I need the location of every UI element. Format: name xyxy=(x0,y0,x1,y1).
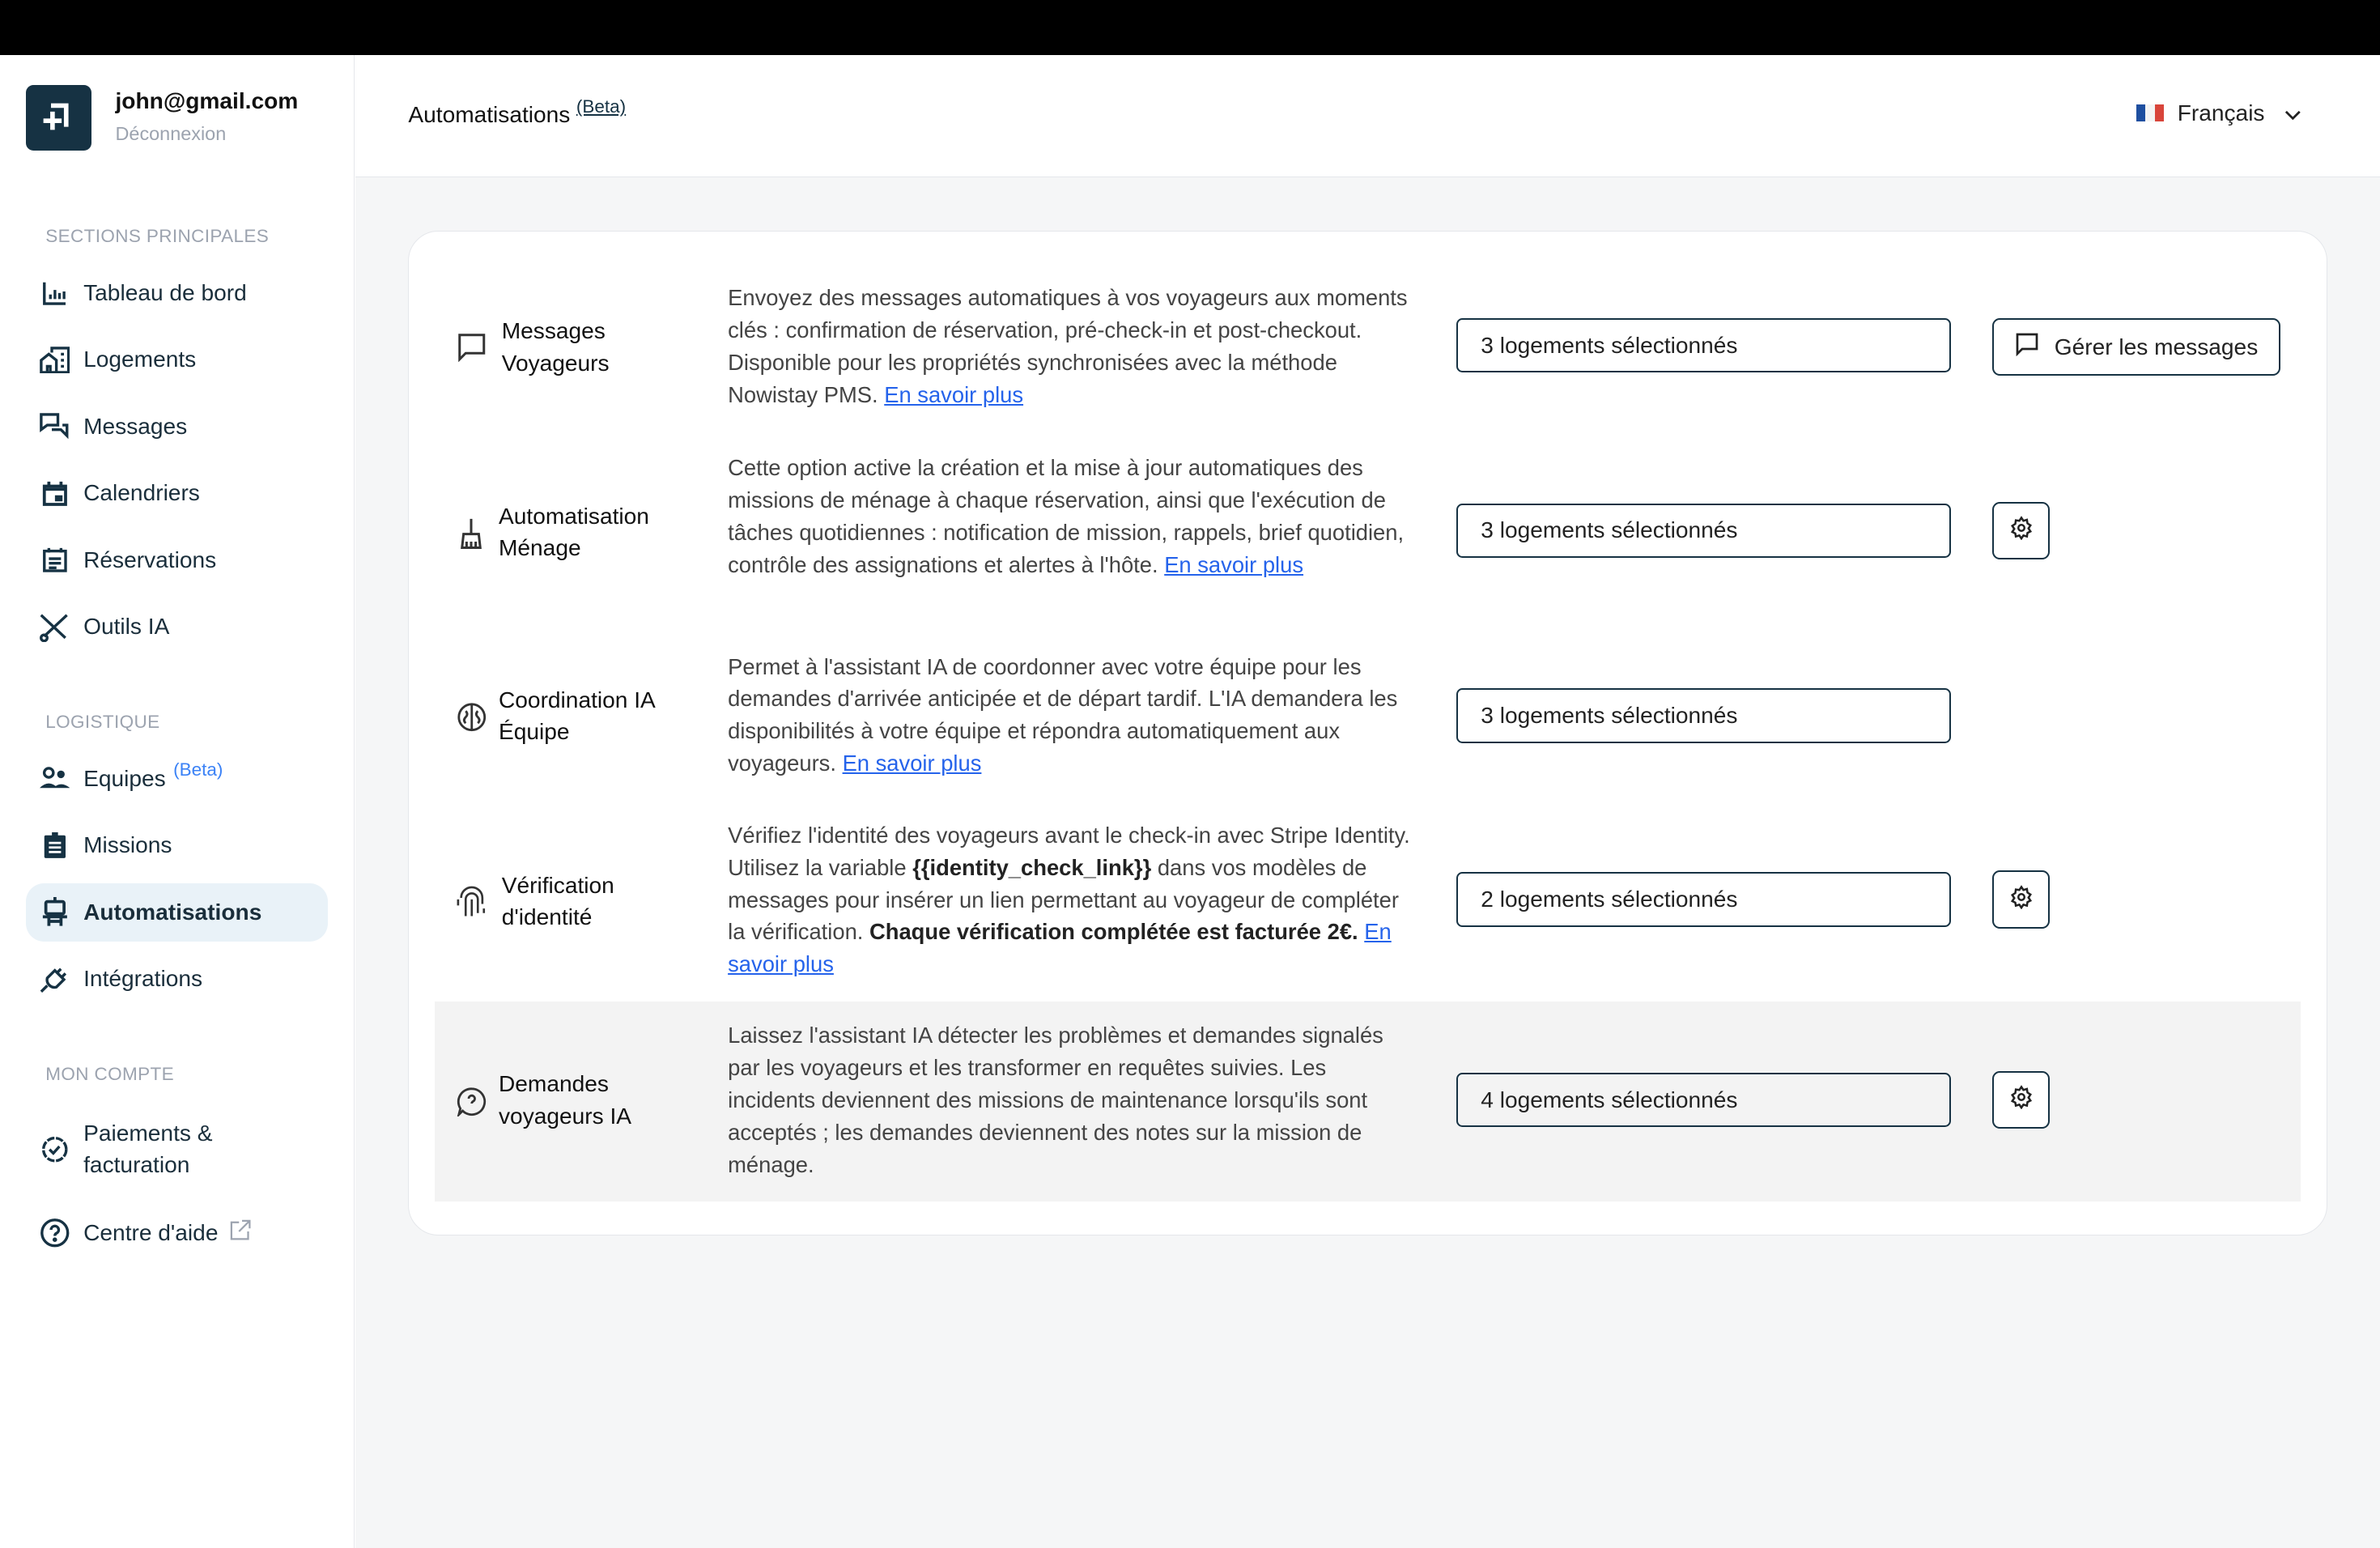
sidebar-item-integrations[interactable] xyxy=(26,950,328,1008)
page-title-text: Automatisations xyxy=(408,101,571,127)
help-bubble-icon xyxy=(455,1085,488,1118)
sidebar-item-label: Centre d'aide xyxy=(83,1219,219,1245)
properties-select[interactable]: 3 logements sélectionnés xyxy=(1456,688,1951,743)
manage-messages-button[interactable] xyxy=(1992,318,2280,376)
settings-button[interactable] xyxy=(1992,1071,2050,1129)
automation-title: Demandes voyageurs IA xyxy=(499,1071,632,1129)
top-bar xyxy=(0,0,2380,55)
billing-note: Chaque vérification complétée est facturée 2€. xyxy=(869,919,1358,945)
learn-more-link[interactable]: En savoir plus xyxy=(884,381,1024,407)
sidebar-item-label: Missions xyxy=(83,832,172,858)
app-logo[interactable] xyxy=(26,85,91,151)
sidebar-item-label: Messages xyxy=(83,413,188,439)
automation-description xyxy=(728,282,1418,411)
automation-title: Vérification d'identité xyxy=(501,872,614,929)
robot-icon xyxy=(38,895,71,929)
automation-description: Laissez l'assistant IA détecter les problèmes et demandes signalés par les voyageurs et les transformer en requêtes suivies. Les incidents deviennent des missions de maintenance lorsqu'ils sont acceptés ; les demandes deviennent des notes sur la mission de ménage. xyxy=(728,1023,1383,1177)
logout-link[interactable]: Déconnexion xyxy=(115,122,227,144)
automation-row-demandes xyxy=(435,1002,2300,1202)
description-text: Envoyez des messages automatiques à vos voyageurs aux moments clés : confirmation de réservation, pré-check-in et post-checkout. Disponible pour les propriétés synchronisées avec la méthode Nowistay PMS. xyxy=(728,284,1408,407)
automation-row-menage xyxy=(435,444,2300,642)
automation-description xyxy=(728,452,1418,581)
message-icon xyxy=(2015,332,2039,362)
sidebar-item-calendriers[interactable] xyxy=(26,465,328,522)
brain-icon xyxy=(455,700,488,734)
properties-select[interactable]: 2 logements sélectionnés xyxy=(1456,872,1951,927)
section-logistics-label: LOGISTIQUE xyxy=(45,712,160,733)
settings-button[interactable] xyxy=(1992,870,2050,928)
automations-card xyxy=(408,231,2327,1235)
sidebar xyxy=(0,55,355,1548)
buildings-icon xyxy=(38,343,71,376)
page-title xyxy=(408,96,627,128)
team-icon xyxy=(38,762,71,795)
main-content xyxy=(355,177,2380,1548)
language-selector[interactable] xyxy=(2136,100,2301,126)
bar-chart-icon xyxy=(38,276,71,309)
sidebar-item-label: Outils IA xyxy=(83,614,170,640)
sidebar-item-centre-aide[interactable] xyxy=(26,1204,328,1261)
fingerprint-icon xyxy=(455,886,488,919)
section-account-label: MON COMPTE xyxy=(45,1064,174,1085)
automation-title: Automatisation Ménage xyxy=(499,503,649,561)
sidebar-item-label: Intégrations xyxy=(83,966,203,992)
sidebar-item-label: Logements xyxy=(83,347,197,372)
properties-select[interactable]: 3 logements sélectionnés xyxy=(1456,318,1951,373)
tools-icon xyxy=(38,610,71,644)
gear-icon xyxy=(2009,885,2034,915)
properties-select[interactable]: 3 logements sélectionnés xyxy=(1456,504,1951,559)
beta-link[interactable]: (Beta) xyxy=(576,96,627,117)
learn-more-link[interactable]: En savoir plus xyxy=(1164,551,1304,577)
sidebar-item-reservations[interactable] xyxy=(26,531,328,589)
template-variable: {{identity_check_link}} xyxy=(912,854,1152,880)
learn-more-link[interactable]: En savoir plus xyxy=(728,919,1392,977)
sidebar-item-paiements[interactable] xyxy=(26,1114,328,1184)
language-label: Français xyxy=(2177,100,2265,125)
broom-icon xyxy=(455,517,488,551)
sidebar-item-logements[interactable] xyxy=(26,331,328,389)
beta-badge: (Beta) xyxy=(173,759,223,780)
sidebar-item-outils-ia[interactable] xyxy=(26,598,328,656)
sidebar-item-label: Tableau de bord xyxy=(83,279,247,305)
description-text: Cette option active la création et la mise à jour automatiques des missions de ménage à chaque réservation, ainsi que l'exécution de tâches quotidiennes : notification de mission, rappels, brief quotidien, contrôle des assignations et alertes à l'hôte. xyxy=(728,454,1405,577)
automation-title: Messages Voyageurs xyxy=(501,318,610,376)
sidebar-item-automatisations[interactable] xyxy=(26,883,328,941)
button-label: Gérer les messages xyxy=(2054,334,2259,359)
description-text: Vérifiez l'identité des voyageurs avant le check-in avec Stripe Identity. Utilisez la variable xyxy=(728,822,1410,880)
automation-row-coordination xyxy=(435,644,2300,797)
sidebar-item-messages[interactable] xyxy=(26,398,328,455)
chevron-down-icon xyxy=(2284,100,2301,126)
sidebar-item-dashboard[interactable] xyxy=(26,264,328,321)
clipboard-icon xyxy=(38,829,71,862)
automation-description xyxy=(728,651,1418,780)
sidebar-item-label: Paiements & facturation xyxy=(83,1121,213,1178)
plug-icon xyxy=(38,963,71,996)
learn-more-link[interactable]: En savoir plus xyxy=(842,751,982,776)
properties-select[interactable]: 4 logements sélectionnés xyxy=(1456,1073,1951,1128)
settings-button[interactable] xyxy=(1992,502,2050,559)
gear-icon xyxy=(2009,516,2034,546)
sidebar-item-missions[interactable] xyxy=(26,817,328,874)
automation-description xyxy=(728,819,1418,981)
message-icon xyxy=(455,330,488,364)
automation-row-messages xyxy=(435,232,2300,464)
calendar-list-icon xyxy=(38,543,71,576)
badge-check-icon xyxy=(38,1133,71,1166)
chat-bubbles-icon xyxy=(38,410,71,443)
automation-title: Coordination IA Équipe xyxy=(499,687,655,745)
help-circle-icon xyxy=(38,1216,71,1249)
external-link-icon xyxy=(230,1219,251,1246)
page-header xyxy=(355,55,2380,177)
gear-icon xyxy=(2009,1085,2034,1115)
description-text: dans vos modèles de messages pour insérer un lien permettant au voyageur de compléter la vérification. xyxy=(728,854,1399,945)
calendar-icon xyxy=(38,477,71,510)
sidebar-item-label: Calendriers xyxy=(83,480,200,506)
sidebar-item-label: Réservations xyxy=(83,546,217,572)
user-email: john@gmail.com xyxy=(115,87,299,113)
france-flag-icon xyxy=(2136,104,2164,121)
automation-row-identite xyxy=(435,811,2300,1009)
sidebar-item-label: Equipes xyxy=(83,765,166,791)
description-text: Permet à l'assistant IA de coordonner avec votre équipe pour les demandes d'arrivée anticipée et de départ tardif. L'IA demandera les disponibilités à votre équipe et répondra automatiquement aux voyageurs. xyxy=(728,653,1398,776)
sidebar-item-equipes[interactable] xyxy=(26,750,328,807)
section-main-label: SECTIONS PRINCIPALES xyxy=(45,226,270,247)
sidebar-item-label: Automatisations xyxy=(83,899,262,925)
